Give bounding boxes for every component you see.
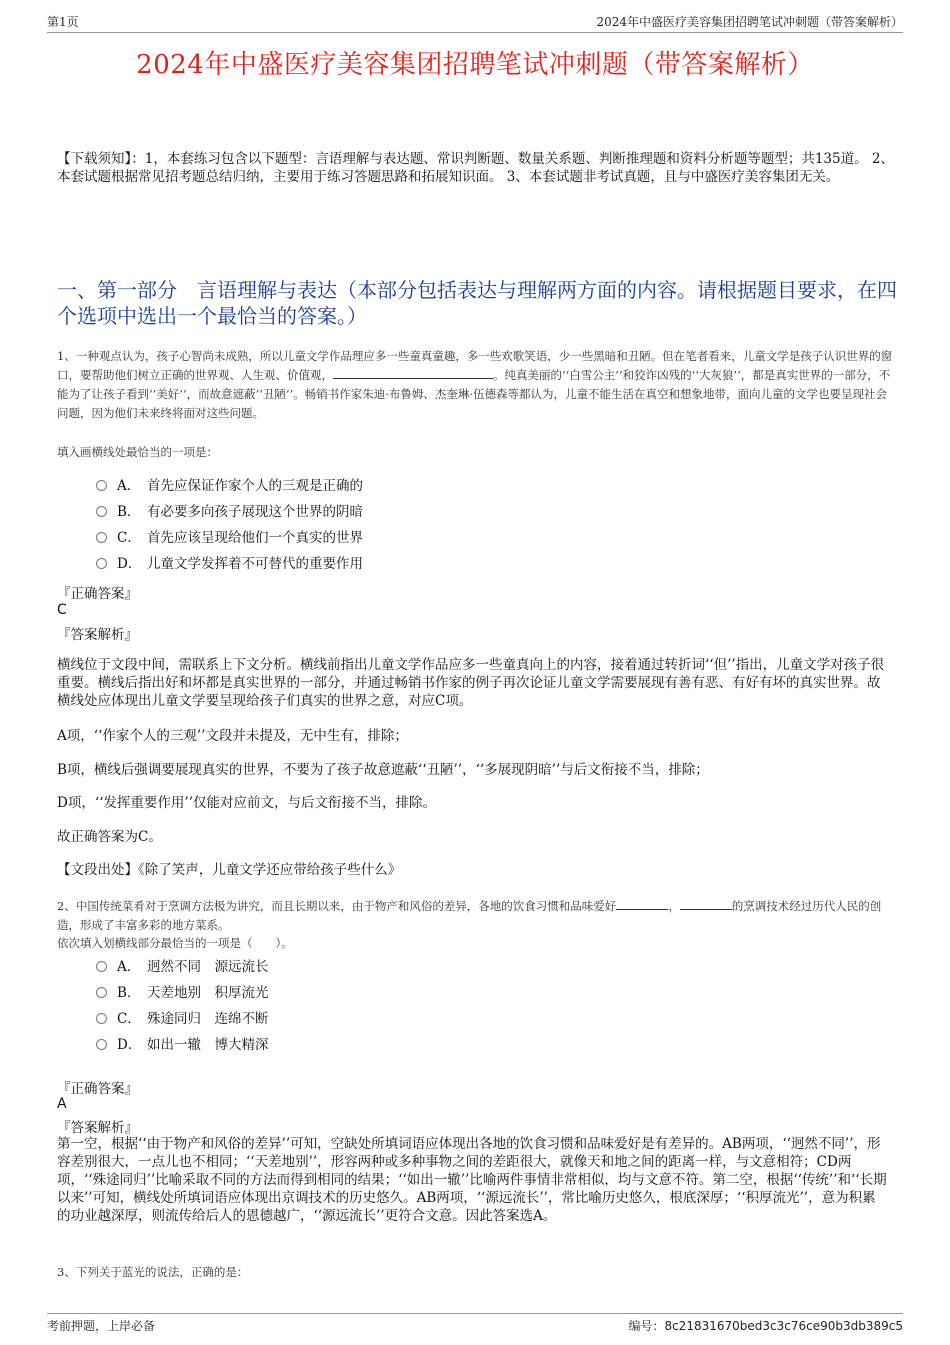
question-1-analysis-main: 横线位于文段中间，需联系上下文分析。横线前指出儿童文学作品应多一些童真向上的内容，接着通过转折词‘‘但’’指出，儿童文学对孩子很重要。横线后指出好和坏都是真实世界的一部分，并通过畅销书作家的例子再次论证儿童文学需要展现有善有恶、有好有坏的真实世界。故横线处应体现出儿童文学要呈现给孩子们真实的世界之意，对应C项。: [57, 657, 885, 709]
section-heading: 一、第一部分 言语理解与表达（本部分包括表达与理解两方面的内容。请根据题目要求，在四个选项中选出一个最恰当的答案。）: [57, 278, 897, 328]
radio-icon[interactable]: [96, 532, 107, 543]
question-2-option-b[interactable]: B． 天差地别 积厚流光: [96, 982, 269, 1004]
download-notice: 【下载须知】：1，本套练习包含以下题型：言语理解与表达题、常识判断题、数量关系题、判断推理题和资料分析题等题型；共135道。 2、本套试题根据常见招考题总结归纳，主要用于练习答题思路和拓展知识面。 3、本套试题非考试真题，且与中盛医疗美容集团无关。: [57, 151, 894, 185]
question-1-analysis-label: 『答案解析』: [57, 627, 138, 643]
question-2-option-c[interactable]: C． 殊途同归 连绵不断: [96, 1008, 269, 1030]
question-2-blank-2: [680, 898, 732, 910]
question-2-answer: A: [57, 1096, 67, 1112]
radio-icon[interactable]: [96, 558, 107, 569]
page-header: [47, 10, 903, 33]
question-2-analysis-label: 『答案解析』: [57, 1120, 138, 1136]
footer-slogan: 考前押题，上岸必备: [47, 1319, 156, 1333]
radio-icon[interactable]: [96, 987, 107, 998]
footer-code: 编号：8c21831670bed3c3c76ce90b3db389c5: [628, 1319, 903, 1333]
header-doc-title: 2024年中盛医疗美容集团招聘笔试冲刺题（带答案解析）: [596, 15, 903, 29]
question-1-option-b[interactable]: B． 有必要多向孩子展现这个世界的阴暗: [96, 501, 363, 523]
question-1-blank: [333, 366, 493, 379]
question-3-text: 3、下列关于蓝光的说法，正确的是：: [57, 1265, 249, 1279]
question-1-prompt: 填入画横线处最恰当的一项是：: [57, 445, 218, 459]
radio-icon[interactable]: [96, 961, 107, 972]
question-2-option-a[interactable]: A． 迥然不同 源远流长: [96, 956, 269, 978]
question-1-option-a[interactable]: A． 首先应保证作家个人的三观是正确的: [96, 475, 363, 497]
question-1-option-c[interactable]: C． 首先应该呈现给他们一个真实的世界: [96, 527, 363, 549]
question-2-answer-label: 『正确答案』: [57, 1081, 138, 1097]
radio-icon[interactable]: [96, 480, 107, 491]
question-1-analysis-a: A项，‘‘作家个人的三观’’文段并未提及，无中生有，排除；: [57, 728, 408, 744]
page-number: 第1页: [47, 15, 79, 29]
radio-icon[interactable]: [96, 1013, 107, 1024]
question-2-prompt: 依次填入划横线部分最恰当的一项是（ ）。: [57, 936, 293, 950]
radio-icon[interactable]: [96, 506, 107, 517]
question-1-option-d[interactable]: D． 儿童文学发挥着不可替代的重要作用: [96, 553, 363, 575]
question-1-source: 【文段出处】《除了笑声，儿童文学还应带给孩子些什么》: [57, 862, 402, 878]
question-2-text: 2、中国传统菜肴对于烹调方法极为讲究，而且长期以来，由于物产和风俗的差异，各地的饮食习惯和品味爱好 ， 的烹调技术经过历代人民的创造，形成了丰富多彩的地方菜系。: [57, 899, 882, 932]
page-footer: [47, 1313, 903, 1334]
question-2-analysis: 第一空，根据‘‘由于物产和风俗的差异’’可知，空缺处所填词语应体现出各地的饮食习惯和品味爱好是有差异的。AB两项，‘‘迥然不同’’，形容差别很大，一点儿也不相同；‘‘天差地别’’，形容两种或多种事物之间的差距很大，就像天和地之间的距离一样，与文意相符；CD两项，‘‘殊途同归’’比喻采取不同的方法而得到相同的结果；‘‘如出一辙’’比喻两件事情非常相似，均与文意不符。第二空，根据‘‘传统’’和‘‘长期以来’’可知，横线处所填词语应体现出京调技术的历史悠久。AB两项，‘‘源远流长’’，常比喻历史悠久，根底深厚；‘‘积厚流光’’，意为积累的功业越深厚，则流传给后人的恩德越广，‘‘源远流长’’更符合文意。因此答案选A。: [57, 1136, 887, 1224]
document-title: 2024年中盛医疗美容集团招聘笔试冲刺题（带答案解析）: [136, 50, 814, 80]
question-1-answer-label: 『正确答案』: [57, 586, 138, 602]
question-1-analysis-b: B项，横线后强调要展现真实的世界，不要为了孩子故意遮蔽‘‘丑陋’’，‘‘多展现阴暗’’与后文衔接不当，排除；: [57, 762, 709, 778]
radio-icon[interactable]: [96, 1039, 107, 1050]
question-1-analysis-d: D项，‘‘发挥重要作用’’仅能对应前文，与后文衔接不当，排除。: [57, 795, 436, 811]
question-2-blank-1: [616, 898, 668, 910]
question-1-text: 1、一种观点认为，孩子心智尚未成熟，所以儿童文学作品理应多一些童真童趣，多一些欢歌笑语，少一些黑暗和丑陋。但在笔者看来，儿童文学是孩子认识世界的窗口，要帮助他们树立正确的世界观、人生观、价值观， 。纯真美丽的‘‘白雪公主’’和狡诈凶残的‘‘大灰狼’’，都是真实世界的一部分，不能为了让孩子看到‘‘美好’’，而故意遮蔽‘‘丑陋’’。畅销书作家朱迪·布鲁姆、杰奎琳·伍德森等都认为，儿童不能生活在真空和想象地带，面向儿童的文学也要呈现社会问题，因为他们未来终将面对这些问题。: [57, 349, 893, 420]
question-1-conclusion: 故正确答案为C。: [57, 829, 162, 845]
question-1-answer: C: [57, 602, 67, 618]
question-2-option-d[interactable]: D． 如出一辙 博大精深: [96, 1034, 269, 1056]
